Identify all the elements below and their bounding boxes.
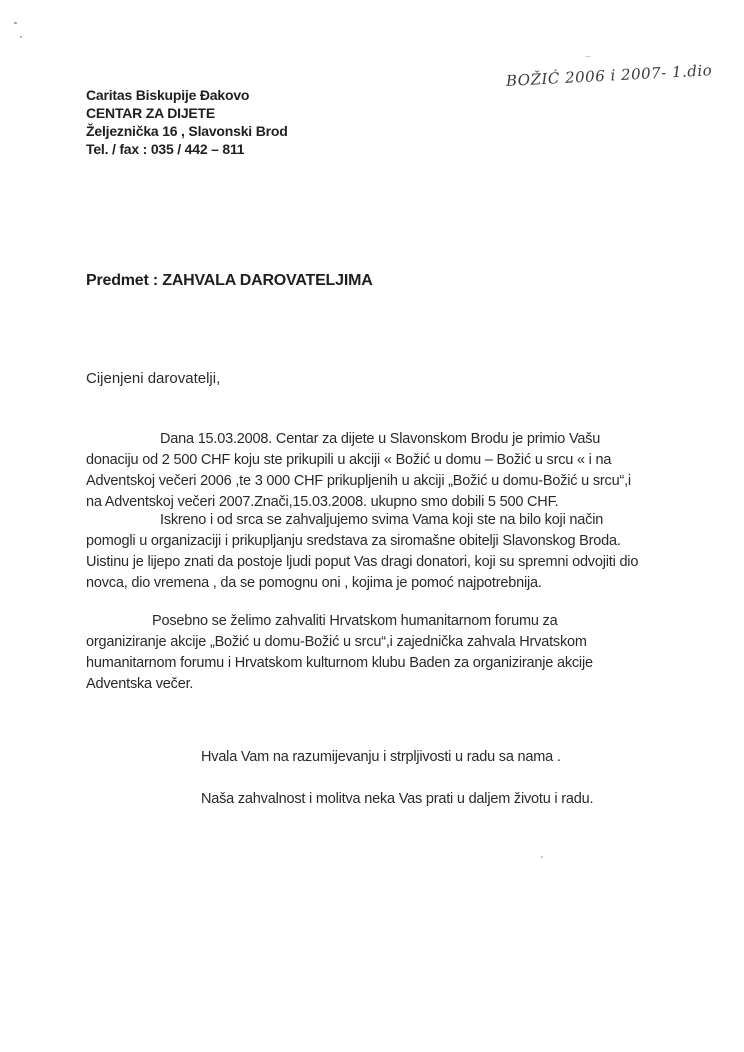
paragraph-line: Uistinu je lijepo znati da postoje ljudi poput Vas dragi donatori, koji su spremni odvojiti dio: [86, 554, 639, 570]
letter-subject: Predmet : ZAHVALA DAROVATELJIMA: [86, 272, 373, 289]
paragraph-line: humanitarnom forumu i Hrvatskom kulturnom klubu Baden za organiziranje akcije: [86, 655, 593, 671]
scan-speck: [541, 856, 543, 858]
paragraph-line: Posebno se želimo zahvaliti Hrvatskom humanitarnom forumu za: [152, 613, 558, 629]
paragraph-line: Dana 15.03.2008. Centar za dijete u Slavonskom Brodu je primio Vašu: [160, 431, 601, 447]
paragraph-line: donaciju od 2 500 CHF koju ste prikupili u akciji « Božić u domu – Božić u srcu « i na: [86, 452, 612, 468]
sender-address-block: [86, 86, 288, 158]
paragraph-line: Adventska večer.: [86, 676, 194, 692]
closing-line: Hvala Vam na razumijevanju i strpljivosti u radu sa nama .: [201, 749, 561, 765]
paragraph-thanks: [86, 510, 646, 594]
paragraph-forum-thanks: [86, 611, 646, 695]
sender-organization: Caritas Biskupije Đakovo: [86, 87, 250, 103]
paragraph-line: pomogli u organizaciji i prikupljanju sredstava za siromašne obitelji Slavonskog Broda.: [86, 533, 621, 549]
paragraph-line: na Adventskoj večeri 2007.Znači,15.03.2008. ukupno smo dobili 5 500 CHF.: [86, 494, 559, 510]
scan-speck: [20, 36, 22, 38]
scan-speck: [14, 22, 17, 24]
handwritten-note: BOŽIĆ 2006 i 2007- 1.dio: [505, 61, 713, 90]
paragraph-line: organiziranje akcije „Božić u domu-Božić u srcu“,i zajednička zahvala Hrvatskom: [86, 634, 587, 650]
paragraph-donation: [86, 429, 646, 513]
salutation: Cijenjeni darovatelji,: [86, 370, 221, 387]
sender-street: Željeznička 16 , Slavonski Brod: [86, 123, 288, 139]
scan-speck: [585, 56, 591, 57]
closing-line: Naša zahvalnost i molitva neka Vas prati u daljem životu i radu.: [201, 791, 594, 807]
sender-phone-fax: Tel. / fax : 035 / 442 – 811: [86, 141, 245, 157]
sender-department: CENTAR ZA DIJETE: [86, 105, 216, 121]
paragraph-line: Adventskoj večeri 2006 ,te 3 000 CHF prikupljenih u akciji „Božić u domu-Božić u srcu“,i: [86, 473, 631, 489]
paragraph-line: novca, dio vremena , da se pomognu oni , kojima je pomoć najpotrebnija.: [86, 575, 542, 591]
paragraph-line: Iskreno i od srca se zahvaljujemo svima Vama koji ste na bilo koji način: [160, 512, 604, 528]
